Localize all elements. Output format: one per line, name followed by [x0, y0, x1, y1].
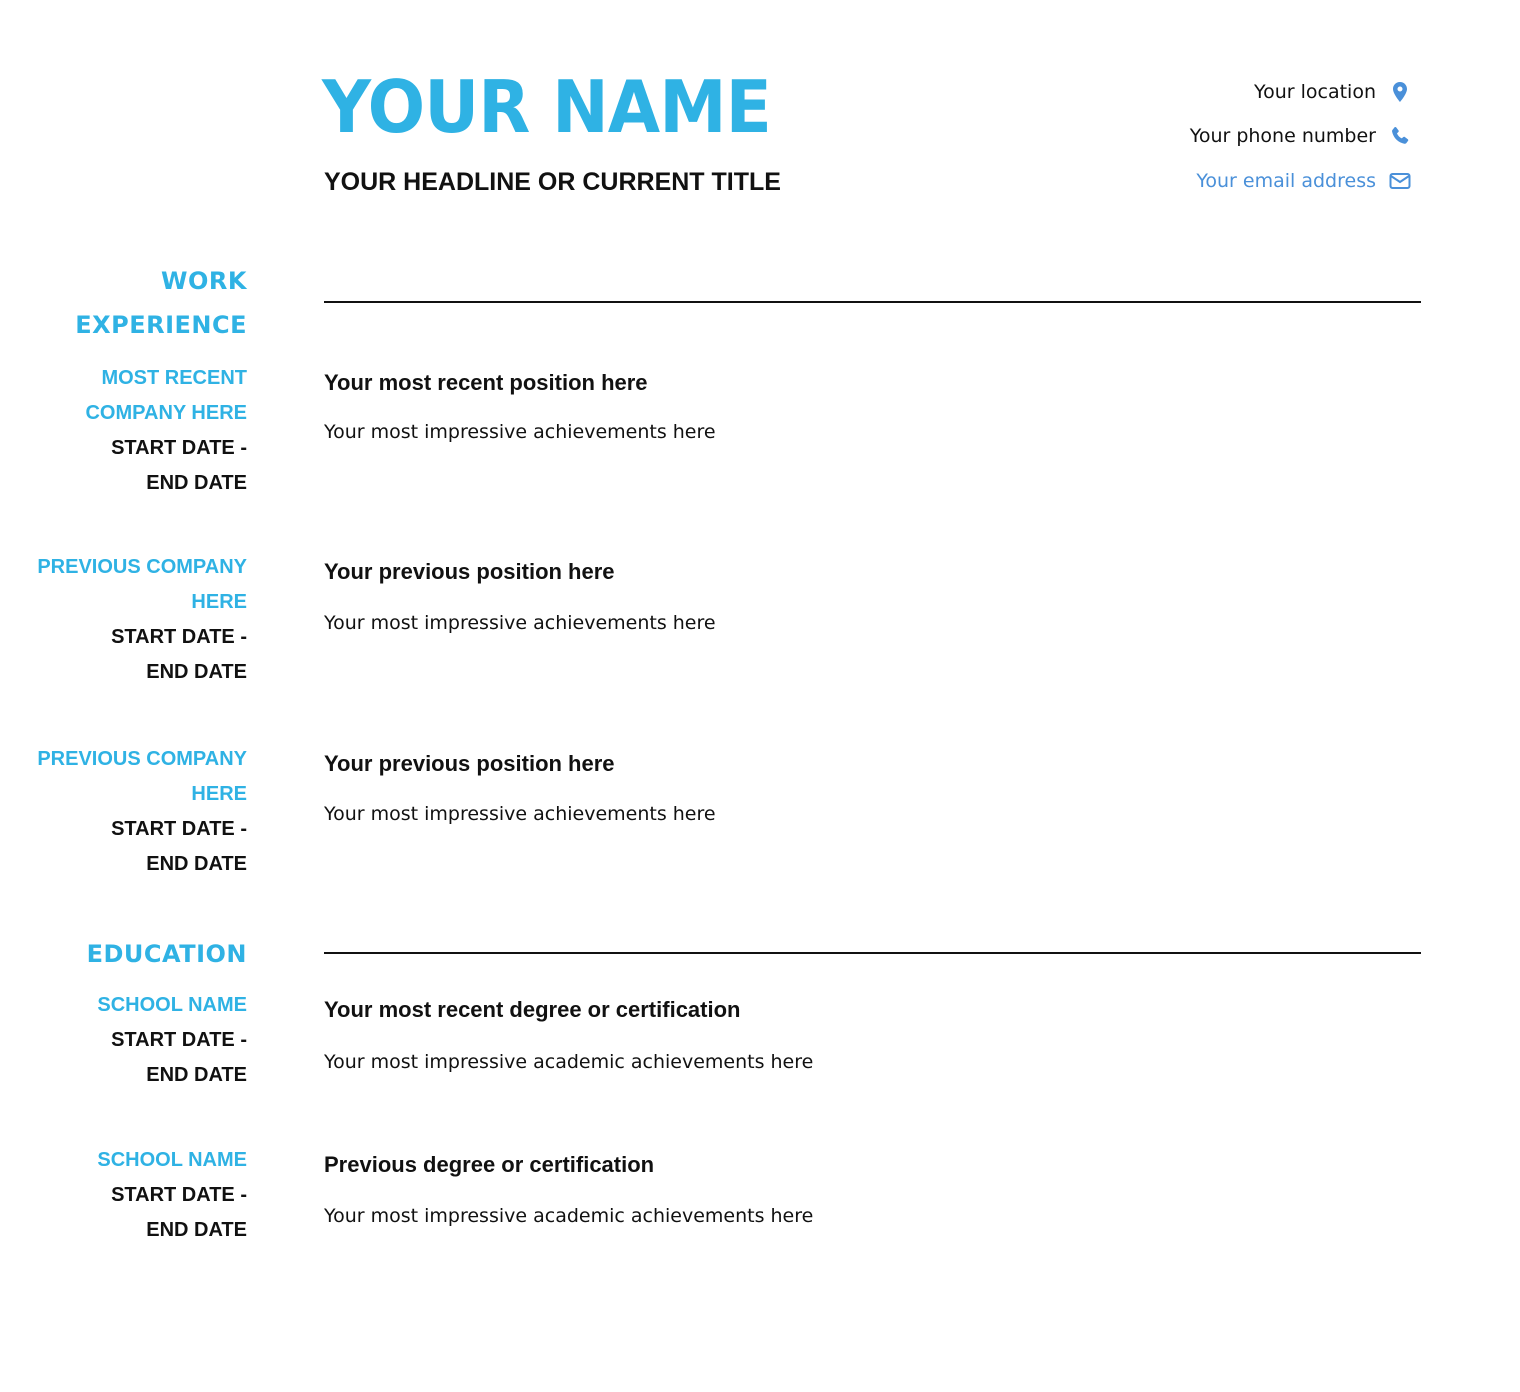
- company-name: PREVIOUS COMPANY: [37, 556, 247, 578]
- job-dates: START DATE -: [111, 818, 247, 840]
- company-name: HERE: [191, 783, 247, 805]
- work-divider: [324, 301, 1421, 303]
- job-dates: END DATE: [146, 661, 247, 683]
- academic-achievements: Your most impressive academic achievements here: [324, 1205, 814, 1227]
- school-dates: START DATE -: [111, 1184, 247, 1206]
- job-achievements: Your most impressive achievements here: [324, 803, 716, 825]
- job-position: Your previous position here: [324, 559, 615, 584]
- job-meta: [17, 361, 247, 501]
- school-meta: [17, 988, 247, 1093]
- phone-text: Your phone number: [1189, 125, 1376, 147]
- job-achievements: Your most impressive achievements here: [324, 612, 716, 634]
- job-achievements: Your most impressive achievements here: [324, 421, 716, 443]
- contact-phone: [992, 122, 1412, 150]
- location-text: Your location: [1254, 81, 1376, 103]
- school-name: SCHOOL NAME: [97, 994, 247, 1016]
- company-name: HERE: [191, 591, 247, 613]
- job-meta: [17, 550, 247, 690]
- work-title-line2: EXPERIENCE: [75, 311, 247, 339]
- school-meta: [17, 1143, 247, 1248]
- job-dates: END DATE: [146, 472, 247, 494]
- job-position: Your most recent position here: [324, 370, 648, 395]
- email-link[interactable]: Your email address: [1196, 170, 1376, 192]
- contact-email[interactable]: [992, 167, 1412, 195]
- education-divider: [324, 952, 1421, 954]
- academic-achievements: Your most impressive academic achievements here: [324, 1051, 814, 1073]
- company-name: MOST RECENT: [101, 367, 247, 389]
- degree-title: Your most recent degree or certification: [324, 997, 741, 1022]
- job-dates: START DATE -: [111, 437, 247, 459]
- map-pin-icon: [1388, 80, 1412, 104]
- job-dates: START DATE -: [111, 626, 247, 648]
- school-dates: END DATE: [146, 1064, 247, 1086]
- envelope-icon: [1388, 169, 1412, 193]
- resume-name: YOUR NAME: [322, 65, 771, 149]
- work-title-line1: WORK: [161, 267, 247, 295]
- degree-title: Previous degree or certification: [324, 1152, 655, 1177]
- school-dates: END DATE: [146, 1219, 247, 1241]
- resume-headline: YOUR HEADLINE OR CURRENT TITLE: [324, 168, 781, 196]
- school-dates: START DATE -: [111, 1029, 247, 1051]
- phone-icon: [1388, 124, 1412, 148]
- job-position: Your previous position here: [324, 751, 615, 776]
- section-title-education: EDUCATION: [86, 940, 247, 968]
- section-title-work: [0, 259, 247, 347]
- contact-location: [992, 78, 1412, 106]
- job-meta: [17, 742, 247, 882]
- school-name: SCHOOL NAME: [97, 1149, 247, 1171]
- job-dates: END DATE: [146, 853, 247, 875]
- company-name: COMPANY HERE: [85, 402, 247, 424]
- company-name: PREVIOUS COMPANY: [37, 748, 247, 770]
